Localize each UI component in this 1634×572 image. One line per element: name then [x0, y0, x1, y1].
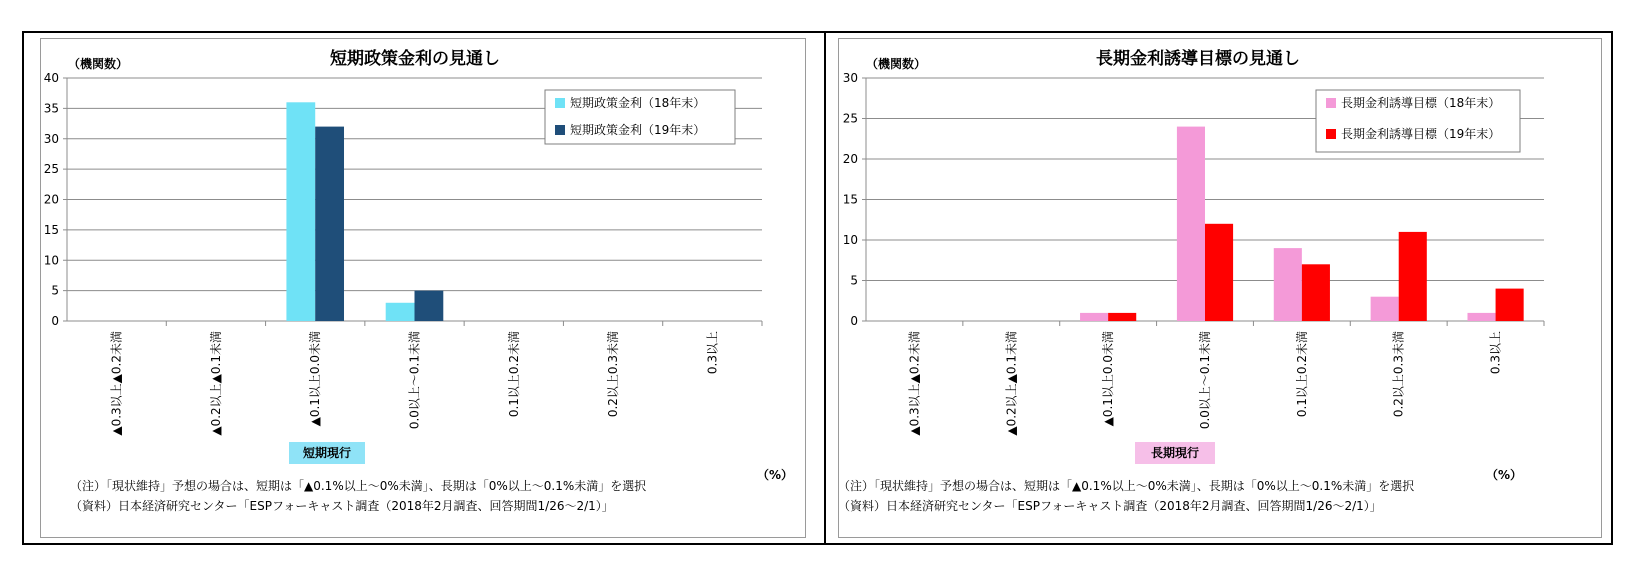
- bar-1: [1399, 232, 1427, 321]
- y-tick-label: 20: [43, 192, 59, 207]
- y-tick-label: 0: [51, 314, 59, 328]
- bar-0: [1080, 313, 1108, 321]
- bar-0: [1371, 297, 1399, 321]
- bar-1: [1302, 264, 1330, 321]
- plot-group: [843, 48, 1544, 436]
- legend-label: 長期金利誘導目標（19年末）: [1341, 127, 1501, 141]
- y-tick-label: 40: [43, 71, 59, 85]
- bar-1: [1496, 289, 1524, 321]
- x-tick-label: ▲0.3以上▲0.2未満: [907, 331, 922, 436]
- legend-label: 短期政策金利（18年末）: [570, 96, 706, 110]
- y-tick-label: 10: [43, 253, 59, 268]
- x-tick-label: 0.2以上0.3未満: [606, 331, 621, 418]
- y-tick-label: 5: [850, 273, 858, 288]
- y-tick-label: 25: [43, 162, 59, 177]
- y-tick-label: 25: [842, 111, 858, 126]
- legend-label: 短期政策金利（19年末）: [570, 123, 706, 137]
- legend-swatch: [1326, 129, 1336, 139]
- y-tick-label: 10: [842, 233, 858, 247]
- unit-label: （%）: [757, 468, 794, 482]
- unit-label: （%）: [1486, 468, 1523, 482]
- y-tick-label: 15: [43, 222, 59, 237]
- footnote: （注）「現状維持」予想の場合は、短期は「▲0.1%以上～0%未満」、長期は「0%以上～0.1%未満」を選択: [838, 479, 1415, 493]
- legend-swatch: [555, 98, 565, 108]
- x-tick-label: 0.2以上0.3未満: [1391, 331, 1406, 418]
- chart-panel-long-rate: [838, 38, 1602, 538]
- x-tick-label: ▲0.3以上▲0.2未満: [109, 331, 124, 436]
- chart-title: 短期政策金利の見通し: [330, 49, 500, 69]
- short-rate-chart: [40, 38, 806, 538]
- current-target-label: 長期現行: [1135, 442, 1215, 464]
- x-tick-label: ▲0.2以上▲0.1未満: [1004, 331, 1019, 436]
- y-tick-label: 15: [842, 192, 858, 207]
- legend-label: 長期金利誘導目標（18年末）: [1341, 96, 1501, 110]
- x-tick-label: 0.0以上～0.1未満: [1198, 331, 1212, 430]
- bar-0: [286, 102, 315, 321]
- panel-divider: [824, 31, 826, 545]
- bar-1: [1205, 224, 1233, 321]
- long-rate-chart: [838, 38, 1602, 538]
- y-tick-label: 35: [43, 101, 59, 116]
- chart-panel-short-rate: [40, 38, 806, 538]
- x-tick-label: 0.3以上: [705, 331, 720, 375]
- x-tick-label: ▲0.1以上0.0未満: [1101, 331, 1116, 427]
- bar-1: [315, 127, 344, 321]
- x-tick-label: ▲0.2以上▲0.1未満: [208, 331, 223, 436]
- bar-0: [386, 303, 415, 321]
- x-tick-label: 0.1以上0.2未満: [506, 331, 521, 418]
- bar-0: [1274, 248, 1302, 321]
- plot-group: [44, 48, 762, 436]
- source-note: （資料）日本経済研究センター「ESPフォーキャスト調査（2018年2月調査、回答期間1/26～2/1）」: [838, 499, 1382, 513]
- y-axis-label: （機関数）: [68, 57, 129, 71]
- y-tick-label: 5: [51, 283, 59, 298]
- bar-1: [415, 291, 444, 321]
- source-note: （資料）日本経済研究センター「ESPフォーキャスト調査（2018年2月調査、回答期間1/26～2/1）」: [70, 499, 614, 513]
- x-tick-label: ▲0.1以上0.0未満: [308, 331, 323, 427]
- x-tick-label: 0.3以上: [1488, 331, 1503, 375]
- x-tick-label: 0.0以上～0.1未満: [407, 331, 422, 430]
- y-tick-label: 30: [43, 131, 59, 146]
- legend-swatch: [555, 125, 565, 135]
- y-tick-label: 30: [842, 71, 858, 85]
- y-tick-label: 0: [850, 314, 858, 328]
- current-policy-label: 短期現行: [289, 442, 365, 464]
- bar-0: [1177, 127, 1205, 321]
- legend-swatch: [1326, 98, 1336, 108]
- bar-0: [1467, 313, 1495, 321]
- y-axis-label: （機関数）: [866, 57, 927, 71]
- bar-1: [1108, 313, 1136, 321]
- y-tick-label: 20: [842, 152, 858, 166]
- chart-title: 長期金利誘導目標の見通し: [1096, 49, 1300, 69]
- footnote: （注）「現状維持」予想の場合は、短期は「▲0.1%以上～0%未満」、長期は「0%以上～0.1%未満」を選択: [70, 479, 647, 493]
- x-tick-label: 0.1以上0.2未満: [1294, 331, 1309, 418]
